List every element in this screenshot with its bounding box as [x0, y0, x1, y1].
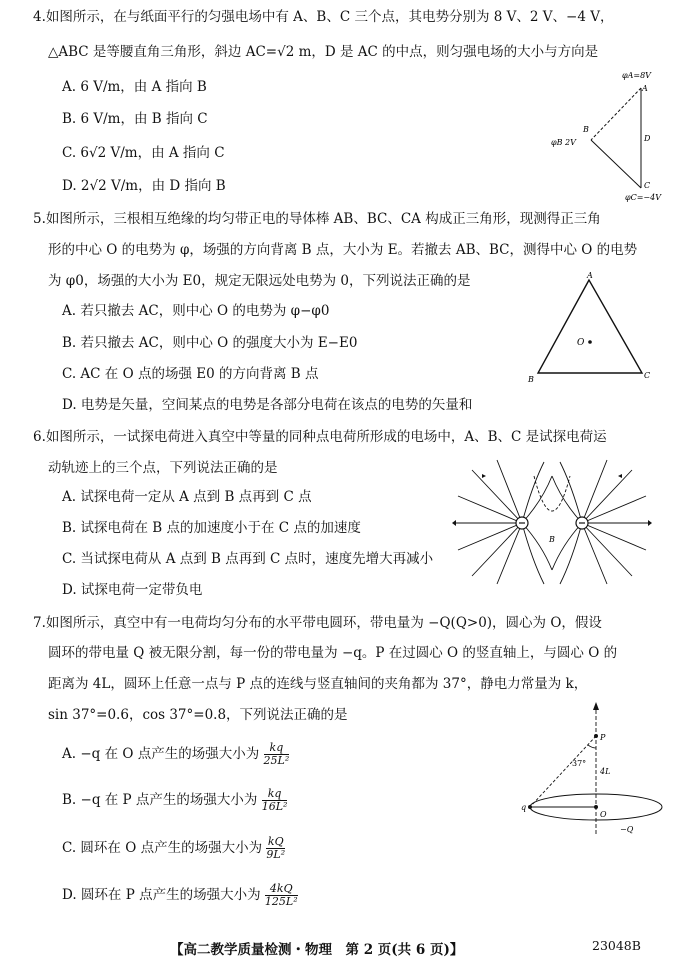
q7-option-a-fraction	[264, 742, 290, 767]
q7-option-d-text: D. 圆环在 P 点产生的场强大小为	[62, 887, 261, 903]
q5-stem-line1: 5.如图所示，三根相互绝缘的均匀带正电的导体棒 AB、BC、CA 构成正三角形，现测得正三角	[33, 211, 601, 227]
q5-label-O: O	[577, 338, 585, 348]
q7-label-4L: 4L	[600, 767, 611, 776]
q7-label-angle: 37°	[572, 759, 587, 768]
q7-option-c-numerator: kQ	[267, 835, 284, 848]
q7-label-Q: −Q	[620, 825, 634, 834]
q4-label-phiA: φA=8V	[622, 71, 651, 80]
q7-option-b	[62, 788, 287, 813]
q7-label-q: q	[521, 803, 527, 812]
q4-label-C: C	[644, 181, 651, 190]
q4-label-B: B	[583, 125, 589, 134]
q7-option-c-text: C. 圆环在 O 点产生的场强大小为	[62, 840, 263, 856]
q7-option-b-fraction	[262, 788, 288, 813]
q5-stem-line2: 形的中心 O 的电势为 φ，场强的方向背离 B 点，大小为 E。若撤去 AB、BC，测得中心 O 的电势	[48, 242, 638, 258]
q6-option-b: B. 试探电荷在 B 点的加速度小于在 C 点的加速度	[62, 520, 361, 536]
q6-label-B: B	[549, 535, 555, 544]
q4-option-a: A. 6 V/m，由 A 指向 B	[62, 79, 207, 95]
q6-field-lines-figure	[452, 456, 652, 586]
q4-option-c: C. 6√2 V/m，由 A 指向 C	[62, 145, 225, 161]
q6-option-a: A. 试探电荷一定从 A 点到 B 点再到 C 点	[62, 489, 312, 505]
q7-label-P: P	[600, 733, 606, 742]
q4-stem-line1: 4.如图所示，在与纸面平行的匀强电场中有 A、B、C 三个点，其电势分别为 8 V、2 V、−4 V，	[33, 9, 614, 25]
q5-label-C: C	[644, 371, 651, 380]
q6-stem-line2: 动轨迹上的三个点，下列说法正确的是	[48, 460, 278, 476]
q5-option-a: A. 若只撤去 AC，则中心 O 的电势为 φ−φ0	[62, 303, 330, 319]
q6-option-c: C. 当试探电荷从 A 点到 B 点再到 C 点时，速度先增大再减小	[62, 551, 434, 567]
q7-stem-line2: 圆环的带电量 Q 被无限分割，每一份的带电量为 −q。P 在过圆心 O 的竖直轴上，与圆心 O 的	[48, 645, 618, 661]
q7-option-a-denominator: 25L²	[263, 754, 290, 767]
q4-label-D: D	[644, 134, 651, 143]
q7-option-b-denominator: 16L²	[261, 800, 288, 813]
q7-option-c	[62, 836, 285, 861]
q7-ring-figure	[520, 700, 670, 840]
q7-option-a-numerator: kq	[264, 742, 290, 755]
q7-option-a	[62, 742, 289, 767]
q7-stem-line1: 7.如图所示，真空中有一电荷均匀分布的水平带电圆环，带电量为 −Q(Q>0)，圆心为 O，假设	[33, 615, 602, 631]
q7-option-a-text: A. −q 在 O 点产生的场强大小为	[62, 746, 260, 762]
q5-stem-line3: 为 φ0，场强的大小为 E0，规定无限远处电势为 0，下列说法正确的是	[48, 273, 471, 289]
q5-triangle-figure	[526, 270, 658, 386]
footer-code: 23048B	[592, 938, 641, 953]
footer-title: 【高二教学质量检测・物理 第 2 页(共 6 页)】	[170, 942, 464, 958]
q4-stem-line2: △ABC 是等腰直角三角形，斜边 AC=√2 m，D 是 AC 的中点，则匀强电场的大小与方向是	[48, 44, 599, 60]
q5-option-b: B. 若只撤去 AC，则中心 O 的强度大小为 E−E0	[62, 335, 358, 351]
q7-option-c-denominator: 9L²	[266, 848, 286, 861]
q4-label-phiC: φC=−4V	[625, 193, 661, 202]
q7-option-c-fraction	[266, 836, 285, 861]
q7-stem-line3: 距离为 4L，圆环上任意一点与 P 点的连线与竖直轴间的夹角都为 37°，静电力常量为 k，	[48, 676, 588, 692]
q5-option-c: C. AC 在 O 点的场强 E0 的方向背离 B 点	[62, 366, 319, 382]
q4-option-d: D. 2√2 V/m，由 D 指向 B	[62, 178, 226, 194]
q7-option-b-text: B. −q 在 P 点产生的场强大小为	[62, 792, 258, 808]
q4-option-b: B. 6 V/m，由 B 指向 C	[62, 111, 208, 127]
q4-triangle-figure	[545, 68, 665, 206]
q7-option-d-denominator: 125L²	[264, 895, 298, 908]
q4-label-A: A	[642, 84, 648, 93]
q5-label-B: B	[528, 375, 534, 384]
q5-label-A: A	[587, 271, 593, 280]
q6-option-d: D. 试探电荷一定带负电	[62, 582, 203, 598]
q7-label-O: O	[600, 810, 607, 819]
q7-option-d-fraction	[265, 883, 298, 908]
q7-option-d	[62, 883, 298, 908]
q5-option-d: D. 电势是矢量，空间某点的电势是各部分电荷在该点的电势的矢量和	[62, 397, 473, 413]
q4-label-phiB: φB 2V	[551, 138, 576, 147]
q7-option-d-numerator: 4kQ	[265, 883, 298, 896]
q7-stem-line4: sin 37°=0.6，cos 37°=0.8，下列说法正确的是	[48, 707, 348, 723]
q6-stem-line1: 6.如图所示，一试探电荷进入真空中等量的同种点电荷所形成的电场中，A、B、C 是试探电荷运	[33, 429, 607, 445]
q7-option-b-numerator: kq	[262, 788, 288, 801]
